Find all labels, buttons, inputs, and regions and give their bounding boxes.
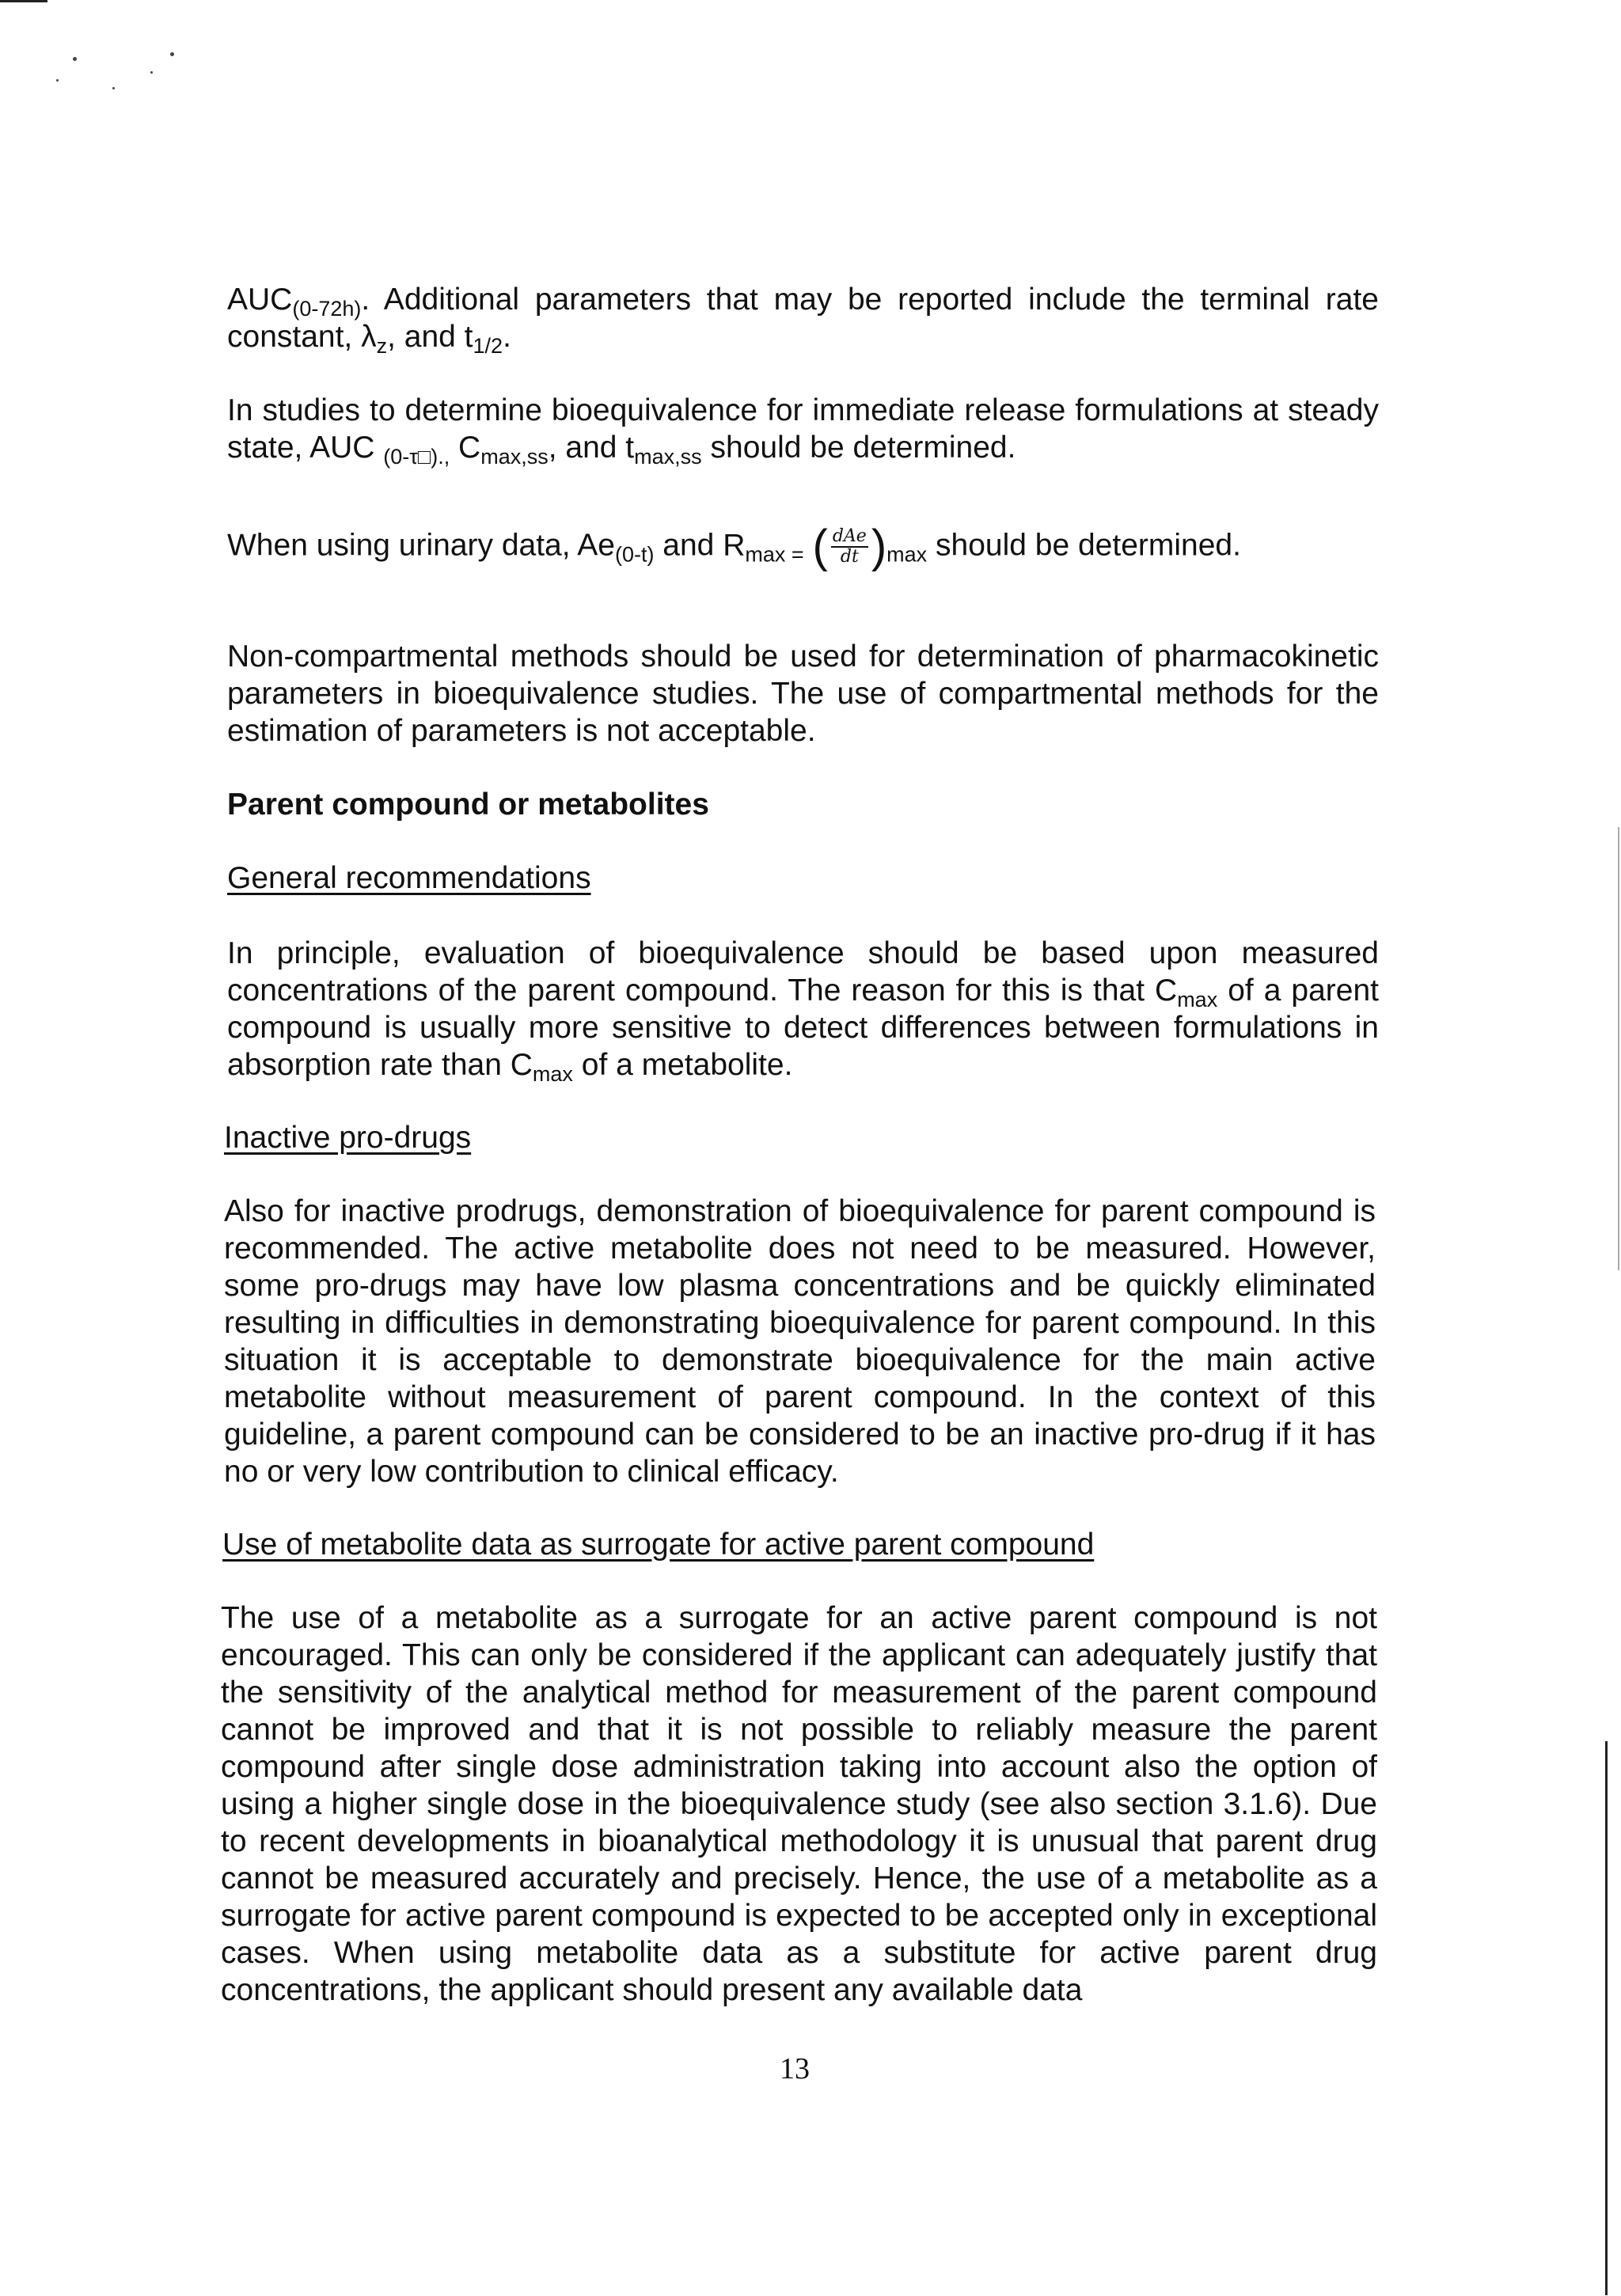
paragraph-metabolite-surrogate: The use of a metabolite as a surrogate for an active parent compound is not encouraged. This can only be considered if the applicant can adequately justify that the sensitivity of the analytical method for measurement of the parent compound cannot be improved and that it is not possible to reliably measure the parent compound after single dose administration taking into account also the option of using a higher single dose in the bioequivalence study (see also section 3.1.6). Due to recent developments in bioanalytical methodology it is unusual that parent drug cannot be measured accurately and precisely. Hence, the use of a metabolite as a surrogate for active parent compound is expected to be accepted only in exceptional cases. When using metabolite data as a substitute for active parent drug concentrations, the applicant should present any available data xyxy=(221,1601,1377,2007)
subheading-inactive-pro-drugs: Inactive pro-drugs xyxy=(224,1121,472,1155)
scan-edge-bottom-right xyxy=(1605,1741,1608,2295)
auc-tau-subscript: (0-τ□)., xyxy=(383,445,450,469)
paragraph-auc-parameters xyxy=(227,281,1379,358)
scan-speck xyxy=(73,57,77,61)
paragraph-urinary-data xyxy=(227,521,1379,572)
text-run: of a parent compound is usually more sensitive to detect differences between formulations in absorption rate than C xyxy=(227,973,1379,1082)
text-run: . xyxy=(503,320,511,354)
paragraph-inactive-pro-drugs: Also for inactive prodrugs, demonstration of bioequivalence for parent compound is recommended. The active metabolite does not need to be measured. However, some pro-drugs may have low plasma concentrations and be quickly eliminated resulting in difficulties in demonstrating bioequivalence for parent compound. In this situation it is acceptable to demonstrate bioequivalence for the main active metabolite without measurement of parent compound. In the context of this guideline, a parent compound can be considered to be an inactive pro-drug if it has no or very low contribution to clinical efficacy. xyxy=(224,1194,1376,1489)
fraction-numerator: dAe xyxy=(832,526,867,546)
section-heading-parent-compound: Parent compound or metabolites xyxy=(227,787,709,822)
page-number: 13 xyxy=(780,2052,810,2085)
subheading-general-recommendations: General recommendations xyxy=(227,861,591,895)
text-run: In studies to determine bioequivalence for immediate release formulations at steady state, AUC xyxy=(227,393,1379,465)
text-run: , and t xyxy=(387,320,473,354)
text-run: should be determined. xyxy=(927,528,1241,563)
text-run: of a metabolite. xyxy=(572,1048,793,1082)
fraction-denominator: dt xyxy=(840,547,859,567)
text-run: . Additional parameters that may be reported include the terminal rate constant, λ xyxy=(227,283,1379,354)
rmax-subscript: max = xyxy=(745,542,804,567)
cmax-ss-subscript: max,ss xyxy=(480,445,549,469)
text-run: should be determined. xyxy=(701,431,1016,465)
auc-subscript: (0-72h) xyxy=(292,297,362,321)
text-run: and R xyxy=(654,528,746,563)
text-run: C xyxy=(450,431,481,465)
auc-label: AUC xyxy=(227,283,293,317)
dae-dt-fraction xyxy=(812,521,887,572)
half-life-subscript: 1/2 xyxy=(473,334,503,358)
paragraph-steady-state xyxy=(227,392,1379,469)
scan-edge-right xyxy=(1618,827,1619,1270)
scan-speck xyxy=(150,71,153,74)
max-subscript: max xyxy=(886,542,928,567)
scan-speck xyxy=(112,87,115,89)
paragraph-general-recommendations xyxy=(227,935,1379,1086)
scan-edge-top xyxy=(0,0,47,2)
text-run: In principle, evaluation of bioequivalence should be based upon measured concentrations of the parent compound. The reason for this is that C xyxy=(227,936,1379,1008)
subheading-metabolite-surrogate: Use of metabolite data as surrogate for active parent compound xyxy=(222,1528,1095,1562)
cmax-subscript: max xyxy=(532,1062,573,1086)
paragraph-non-compartmental: Non-compartmental methods should be used for determination of pharmacokinetic parameters in bioequivalence studies. The use of compartmental methods for the estimation of parameters is not acceptable. xyxy=(227,639,1379,748)
fraction-stack xyxy=(828,527,871,567)
text-run: When using urinary data, Ae xyxy=(227,528,615,563)
ae-subscript: (0-t) xyxy=(614,542,655,567)
text-run: , and t xyxy=(548,431,635,465)
right-paren: ) xyxy=(871,521,887,572)
scan-speck xyxy=(56,79,59,82)
lambda-subscript: z xyxy=(376,334,388,358)
tmax-ss-subscript: max,ss xyxy=(634,445,702,469)
left-paren: ( xyxy=(812,521,828,572)
cmax-subscript: max xyxy=(1177,988,1218,1011)
scan-speck xyxy=(170,52,174,56)
